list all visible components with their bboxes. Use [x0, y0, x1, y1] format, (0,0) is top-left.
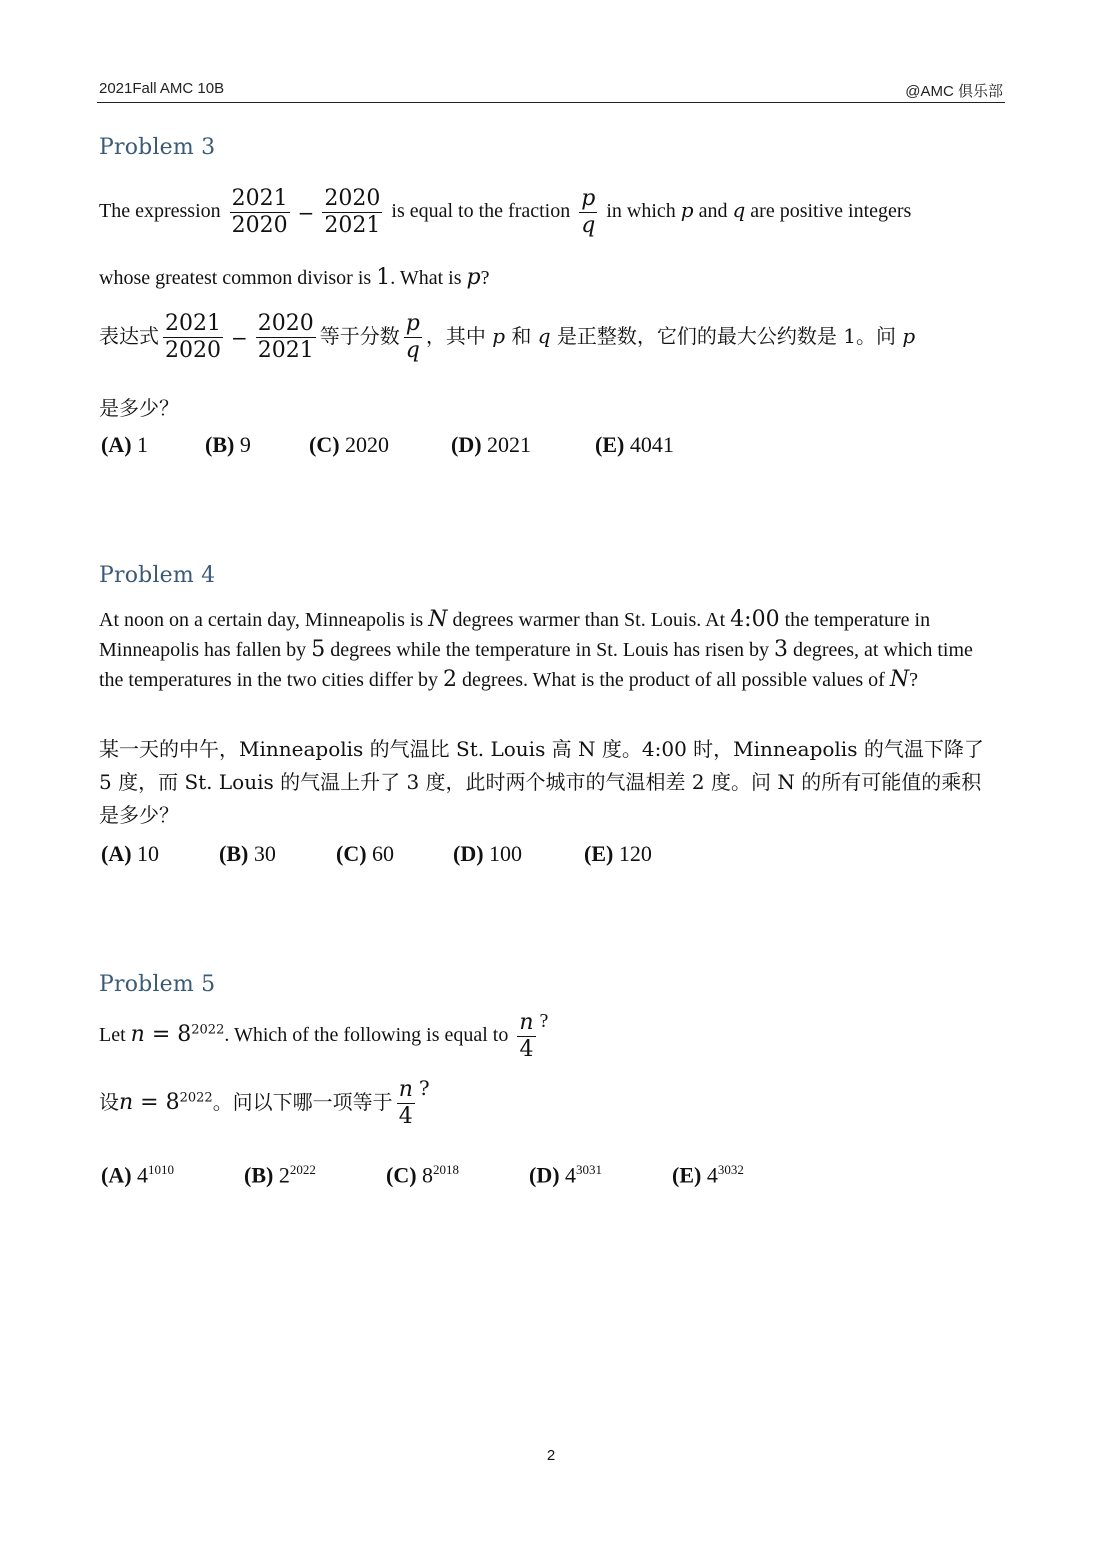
problem-3-choices — [101, 432, 674, 458]
choice-a[interactable]: (A) 1 — [101, 432, 149, 457]
choice-d[interactable]: (D) $4^{3031}$ — [529, 1162, 603, 1188]
choice-e[interactable]: (E) 4041 — [595, 432, 674, 457]
fraction-2021-2020: $\frac{2021}{2020}$ — [231, 186, 288, 238]
choice-c[interactable]: (C) $8^{2018}$ — [386, 1162, 460, 1188]
choice-a[interactable]: (A) 10 — [101, 841, 160, 866]
fraction-p-q: $\frac{p}{q}$ — [581, 186, 596, 238]
choice-e[interactable]: (E) $4^{3032}$ — [672, 1162, 744, 1188]
choice-b[interactable]: (B) $2^{2022}$ — [244, 1162, 316, 1188]
problem-3-heading: Problem 3 — [99, 135, 216, 160]
problem-3-chinese-line-2: 是多少？ — [99, 396, 179, 420]
fraction-2020-2021: $\frac{2020}{2021}$ — [324, 186, 381, 238]
header-title: 2021Fall AMC 10B — [99, 80, 225, 97]
page-number: 2 — [546, 1447, 556, 1464]
problem-3-statement-line-2: whose greatest common divisor is 1. What is p? — [99, 265, 490, 290]
problem-4-choices — [101, 841, 652, 867]
choice-b[interactable]: (B) 30 — [219, 841, 276, 866]
choice-a[interactable]: (A) $4^{1010}$ — [101, 1162, 175, 1188]
problem-3-chinese-line-1: 表达式 $\frac{2021}{2020}$ − $\frac{2020}{2021}$ 等于分数 $\frac{p}{q}$ ，其中 p 和 q 是正整数，它们的最大公约数是 1。问 p — [99, 311, 916, 363]
problem-3-statement-line-1: The expression $\frac{2021}{2020}$ − $\frac{2020}{2021}$ is equal to the fraction $\frac{p}{q}$ in which p and q are positive integers — [99, 186, 912, 238]
choice-d[interactable]: (D) 2021 — [451, 432, 532, 457]
problem-5-choices — [101, 1162, 744, 1188]
problem-4-heading: Problem 4 — [99, 563, 216, 588]
choice-c[interactable]: (C) 60 — [336, 841, 395, 866]
problem-4-statement: At noon on a certain day, Minneapolis is N degrees warmer than St. Louis. At 4:00 the temperature in Minneapolis has fallen by 5 degrees while the temperature in St. Louis has risen by 3 degrees, at which time the temperatures in the two cities differ by 2 degrees. What is the product of all possible values of N? — [99, 607, 973, 692]
header-divider — [97, 102, 1005, 103]
choice-b[interactable]: (B) 9 — [205, 432, 251, 457]
choice-d[interactable]: (D) 100 — [453, 841, 523, 866]
problem-5-heading: Problem 5 — [99, 972, 216, 997]
fraction-n-4: $\frac{n}{4}$ — [519, 1010, 534, 1062]
choice-c[interactable]: (C) 2020 — [309, 432, 390, 457]
problem-5-chinese-statement: 设$n = 8^{2022}$。问以下哪一项等于 $\frac{n}{4}$ ? — [99, 1076, 430, 1129]
problem-4-chinese-statement: 某一天的中午，Minneapolis 的气温比 St. Louis 高 N 度。4:00 时，Minneapolis 的气温下降了 5 度，而 St. Louis 的气温上升了 3 度，此时两个城市的气温相差 2 度。问 N 的所有可能值的乘积是多少？ — [99, 737, 984, 827]
choice-e[interactable]: (E) 120 — [584, 841, 652, 866]
problem-5-statement: Let $n = 8^{2022}$. Which of the following is equal to $\frac{n}{4}$ ? — [99, 1010, 549, 1062]
header-source: @AMC 俱乐部 — [905, 83, 1003, 100]
